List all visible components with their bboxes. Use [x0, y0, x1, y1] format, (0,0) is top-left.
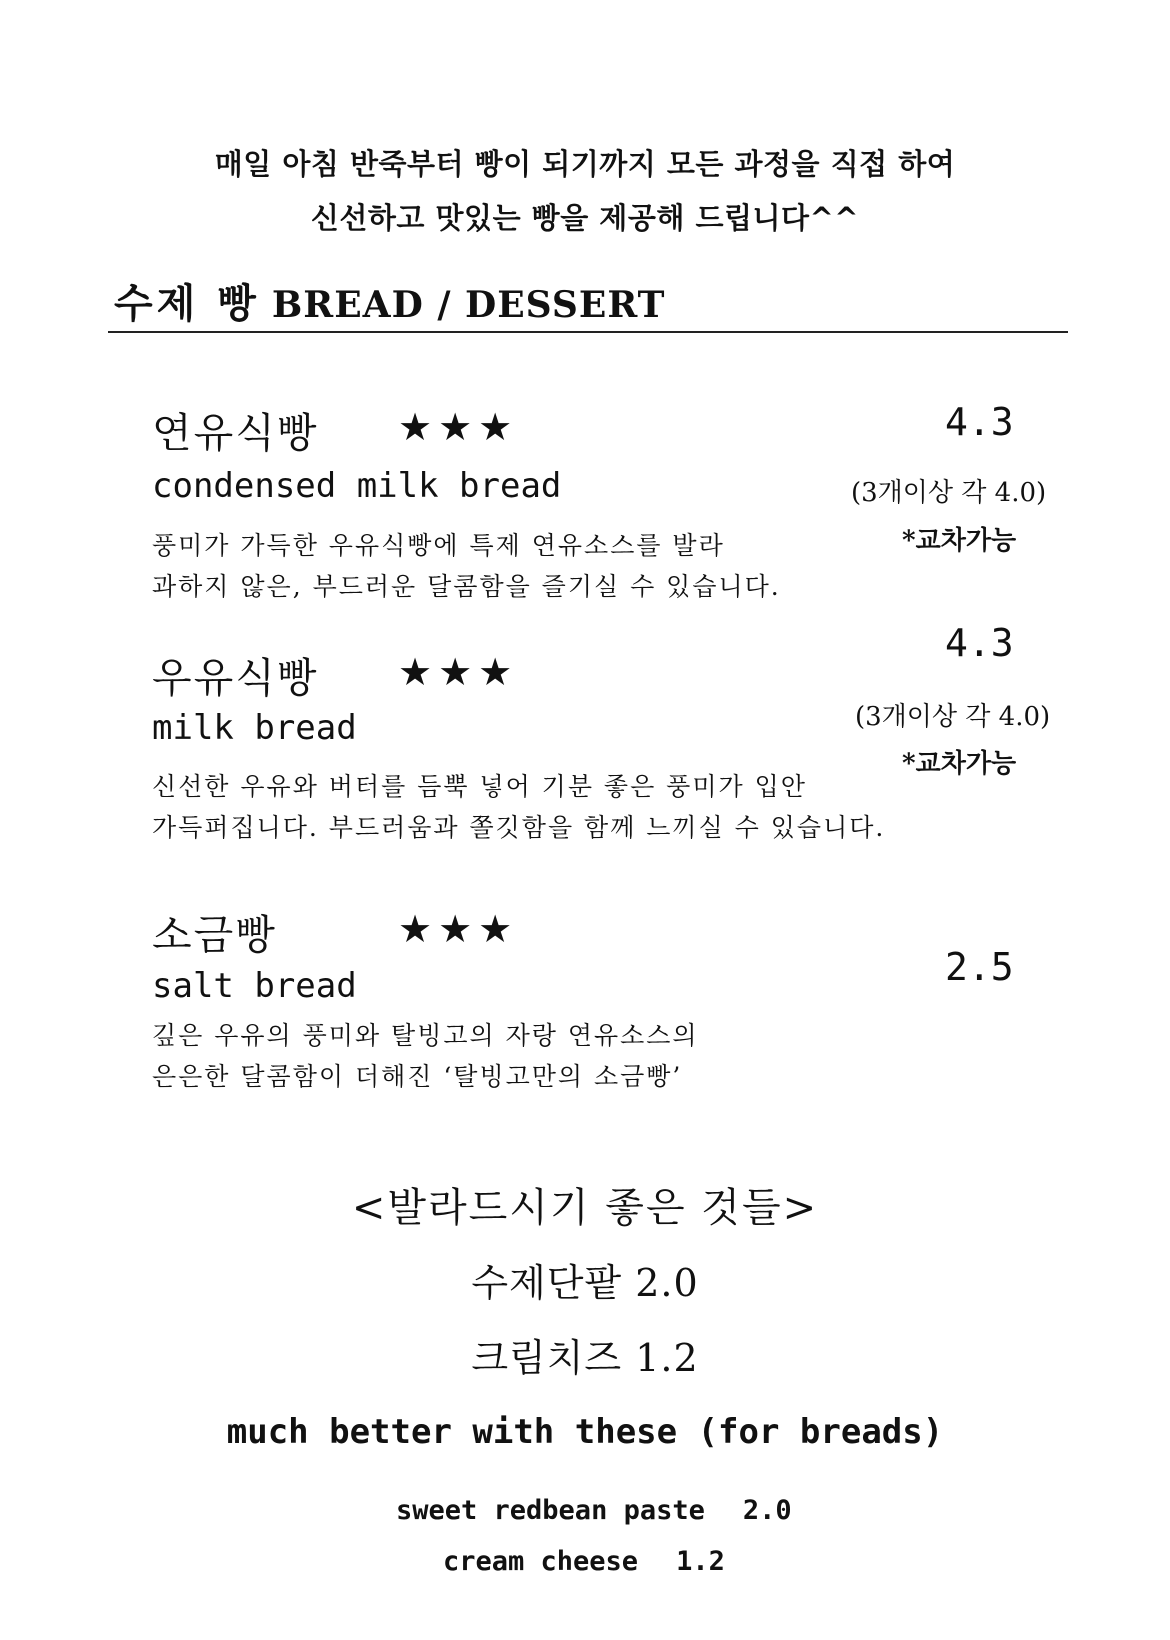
spread-english-price: 1.2	[676, 1546, 725, 1577]
spread-english-redbean	[396, 1495, 792, 1526]
section-title-english: BREAD / DESSERT	[271, 284, 666, 326]
item-name-english: condensed milk bread	[152, 466, 562, 506]
spread-english-name: cream cheese	[443, 1546, 639, 1577]
rating-stars: ★★★	[398, 650, 519, 694]
spread-cream-cheese: 크림치즈 1.2	[471, 1336, 699, 1380]
mix-allowed-note: *교차가능	[902, 526, 1017, 556]
spread-english-name: sweet redbean paste	[396, 1495, 705, 1526]
item-name-english: milk bread	[152, 708, 357, 748]
item-name-korean: 소금빵	[152, 911, 277, 959]
item-description-line-2: 과하지 않은, 부드러운 달콤함을 즐기실 수 있습니다.	[152, 572, 781, 601]
intro-line-2: 신선하고 맛있는 빵을 제공해 드립니다^^	[310, 201, 860, 235]
item-price: 4.3	[945, 621, 1014, 665]
spread-redbean: 수제단팥 2.0	[471, 1261, 699, 1305]
intro-line-1: 매일 아침 반죽부터 빵이 되기까지 모든 과정을 직접 하여	[214, 147, 956, 181]
multi-buy-price: (3개이상 각 4.0)	[851, 478, 1047, 508]
item-description-line-2: 가득퍼집니다. 부드러움과 쫄깃함을 함께 느끼실 수 있습니다.	[152, 813, 886, 842]
section-divider	[108, 331, 1068, 333]
section-title-korean: 수제 빵	[114, 280, 260, 327]
spreads-title-english: much better with these (for breads)	[226, 1412, 944, 1452]
rating-stars: ★★★	[398, 907, 519, 951]
item-name-korean: 우유식빵	[152, 654, 319, 702]
item-name-korean: 연유식빵	[152, 409, 319, 457]
item-description-line-2: 은은한 달콤함이 더해진 ‘탈빙고만의 소금빵’	[152, 1062, 683, 1091]
item-description-line-1: 깊은 우유의 풍미와 탈빙고의 자랑 연유소스의	[152, 1021, 699, 1050]
item-name-english: salt bread	[152, 966, 357, 1006]
spreads-title: <발라드시기 좋은 것들>	[351, 1185, 819, 1231]
multi-buy-price: (3개이상 각 4.0)	[855, 702, 1051, 732]
mix-allowed-note: *교차가능	[902, 749, 1017, 779]
spread-english-cream-cheese	[443, 1546, 725, 1577]
item-description-line-1: 풍미가 가득한 우유식빵에 특제 연유소스를 발라	[152, 531, 725, 560]
spread-english-price: 2.0	[742, 1495, 792, 1526]
item-description-line-1: 신선한 우유와 버터를 듬뿍 넣어 기분 좋은 풍미가 입안	[152, 772, 807, 801]
item-price: 2.5	[945, 945, 1014, 989]
section-title	[114, 272, 665, 329]
item-price: 4.3	[945, 400, 1014, 444]
rating-stars: ★★★	[398, 405, 519, 449]
